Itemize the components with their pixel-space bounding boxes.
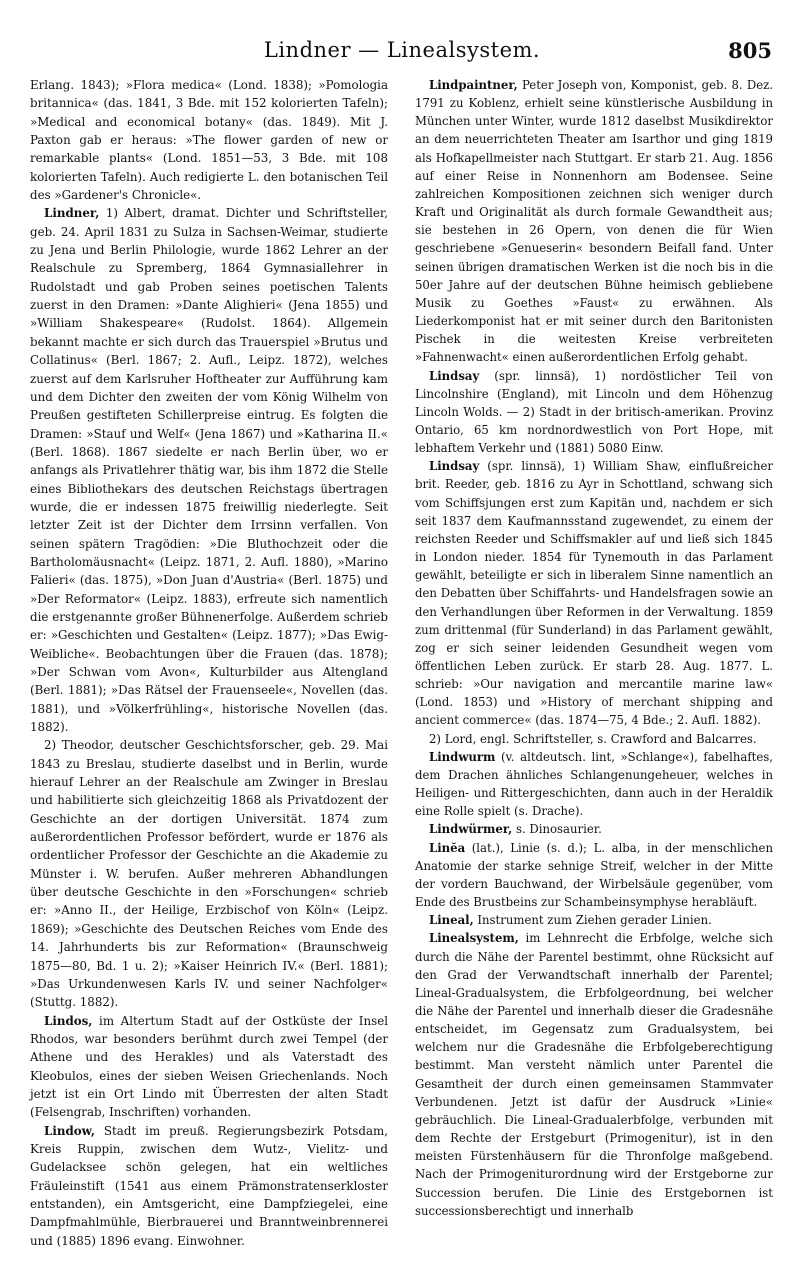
sub-entry: 2) Theodor, deutscher Geschichtsforscher, geb. 29. Mai 1843 zu Breslau, studierte daselbst und in Berlin, wurde hierauf Lehrer an der Realschule am Zwinger in Breslau und habilitierte sich gleichzeitig 1868 als Privatdozent der Geschichte an der dortigen Universität. 1874 zum außerordentlichen Professor befördert, wurde er 1876 als ordentlicher Professor der Geschichte an die Akademie zu Münster i. W. berufen. Außer mehreren Abhandlungen über deutsche Geschichte in den »Forschungen« schrieb er: »Anno II., der Heilige, Erzbischof von Köln« (Leipz. 1869); »Geschichte des Deutschen Reiches vom Ende des 14. Jahrhunderts bis zur Reformation« (Braunschweig 1875—80, Bd. 1 u. 2); »Kaiser Heinrich IV.« (Berl. 1881); »Das Urkundenwesen Karls IV. und seiner Nachfolger« (Stuttg. 1882). xyxy=(30,738,388,1010)
entry-text: im Lehnrecht die Erbfolge, welche sich durch die Nähe der Parentel bestimmt, ohne Rücksicht auf den Grad der Verwandtschaft innerhalb der Parentel; Lineal-Gradualsystem, die Erbfolgeordnung, bei welcher die Nähe der Parentel und innerhalb dieser die Gradesnähe entscheidet, im Gegensatz zum Gradualsystem, bei welchem nur die Gradesnähe die Erbfolgeberechtigung bestimmt. Man versteht nämlich unter Parentel die Gesamtheit der durch einen gemeinsamen Stammvater Verbundenen. Jetzt ist dafür der Ausdruck »Linie« gebräuchlich. Die Lineal-Gradualerbfolge, verbunden mit dem Rechte der Erstgeburt (Primogenitur), ist in den meisten Fürstenhäusern für die Thronfolge maßgebend. Nach der Primogeniturordnung wird der Erstgeborne zur Succession berufen. Die Linie des Erstgebornen ist successionsberechtigt und innerhalb xyxy=(415,931,773,1218)
entry-text: Instrument zum Ziehen gerader Linien. xyxy=(473,913,712,928)
dictionary-entry xyxy=(415,820,773,838)
entry-text: (v. altdeutsch. lint, »Schlange«), fabelhaftes, dem Drachen ähnliches Schlangenungeheuer, welches in Heiligen- und Rittergeschichten, dann auch in der Heraldik eine Rolle spielt (s. Drache). xyxy=(415,749,773,819)
entry-headword: Lindow, xyxy=(44,1123,95,1138)
entry-text: im Altertum Stadt auf der Ostküste der Insel Rhodos, war besonders berühmt durch zwei Tempel (der Athene und des Herakles) und als Vaterstadt des Kleobulos, eines der sieben Weisen Griechenlands. Noch jetzt ist ein Ort Lindo mit Überresten der alten Stadt (Felsengrab, Inschriften) vorhanden. xyxy=(30,1013,388,1120)
entry-headword: Lindos, xyxy=(44,1013,93,1028)
entry-headword: Lindsay xyxy=(429,459,480,474)
entry-text: Peter Joseph von, Komponist, geb. 8. Dez. 1791 zu Koblenz, erhielt seine künstlerische Ausbildung in München unter Winter, wurde 1812 daselbst Musikdirektor an dem neuerrichteten Theater am Isarthor und ging 1819 als Hofkapellmeister nach Stuttgart. Er starb 21. Aug. 1856 auf einer Reise in Nonnenhorn am Bodensee. Seine zahlreichen Kompositionen zeichnen sich weniger durch Kraft und Originalität als durch formale Gewandtheit aus; sie bestehen in 26 Opern, von denen die für Wien geschriebene »Genueserin« besondern Beifall fand. Unter seinen übrigen dramatischen Werken ist die noch bis in die 50er Jahre auf der deutschen Bühne heimisch gebliebene Musik zu Goethes »Faust« zu erwähnen. Als Liederkomponist hat er mit seiner durch den Baritonisten Pischek in die weitesten Kreise verbreiteten »Fahnenwacht« einen außerordentlichen Erfolg gehabt. xyxy=(415,78,773,365)
entry-headword: Lindwürmer, xyxy=(429,822,513,837)
entry-text: (spr. linnsä), 1) William Shaw, einflußreicher brit. Reeder, geb. 1816 zu Ayr in Schottland, schwang sich vom Schiffsjungen erst zum Kapitän und, nachdem er sich seit 1837 dem Kaufmannsstand zugewendet, zu einem der reichsten Reeder und Schiffsmakler auf und ließ sich 1845 in London nieder. 1854 für Tynemouth in das Parlament gewählt, beteiligte er sich in liberalem Sinne namentlich an den Debatten über Schiffahrts- und Handelsfragen sowie an den Verhandlungen über Reformen in der Verwaltung. 1859 zum drittenmal (für Sunderland) in das Parlament gewählt, zog er sich seiner leidenden Gesundheit wegen vom öffentlichen Leben zurück. Er starb 28. Aug. 1877. L. schrieb: »Our navigation and mercantile marine law« (Lond. 1853) und »History of merchant shipping and ancient commerce« (das. 1874—75, 4 Bde.; 2. Aufl. 1882). xyxy=(415,459,773,728)
dictionary-entry xyxy=(30,1122,388,1250)
entry-text: (lat.), Linie (s. d.); L. alba, in der menschlichen Anatomie der starke sehnige Streif, welcher in der Mitte der vordern Bauchwand, der Wirbelsäule gegenüber, vom Ende des Brustbeins zur Schambeinsymphyse herabläuft. xyxy=(415,840,773,910)
entry-headword: Linĕa xyxy=(429,840,466,855)
page-header xyxy=(32,38,772,68)
entry-headword: Linealsystem, xyxy=(429,931,519,946)
dictionary-entry xyxy=(30,204,388,736)
entry-headword: Lineal, xyxy=(429,913,474,928)
entry-headword: Lindner, xyxy=(44,206,100,221)
entry-text: 1) Albert, dramat. Dichter und Schriftsteller, geb. 24. April 1831 zu Sulza in Sachsen-Weimar, studierte zu Jena und Berlin Philologie, wurde 1862 Lehrer an der Realschule zu Spremberg, 1864 Gymnasiallehrer in Rudolstadt und gab Proben seines poetischen Talents zuerst in den Dramen: »Dante Alighieri« (Jena 1855) und »William Shakespeare« (Rudolst. 1864). Allgemein bekannt machte er sich durch das Trauerspiel »Brutus und Collatinus« (Berl. 1867; 2. Aufl., Leipz. 1872), welches zuerst auf dem Karlsruher Hoftheater zur Aufführung kam und dem Dichter den zweiten der vom König Wilhelm von Preußen gestifteten Schillerpreise eintrug. Es folgten die Dramen: »Stauf und Welf« (Jena 1867) und »Katharina II.« (Berl. 1868). 1867 siedelte er nach Berlin über, wo er anfangs als Privatlehrer thätig war, bis ihm 1872 die Stelle eines Bibliothekars des deutschen Reichstags übertragen wurde, die er indessen 1875 freiwillig niederlegte. Seit letzter Zeit ist der Dichter dem Irrsinn verfallen. Von seinen spätern Tragödien: »Die Bluthochzeit oder die Bartholomäusnacht« (Leipz. 1871, 2. Aufl. 1880), »Marino Falieri« (das. 1875), »Don Juan d'Austria« (Berl. 1875) und »Der Reformator« (Leipz. 1883), erfreute sich namentlich die erstgenannte großer Bühnenerfolge. Außerdem schrieb er: »Geschichten und Gestalten« (Leipz. 1877); »Das Ewig-Weibliche«. Beobachtungen über die Frauen (das. 1878); »Der Schwan vom Avon«, Kulturbilder aus Altengland (Berl. 1881); »Das Rätsel der Frauenseele«, Novellen (das. 1881), und »Völkerfrühling«, historische Novellen (das. 1882). xyxy=(30,206,388,735)
entry-text: (spr. linnsä), 1) nordöstlicher Teil von Lincolnshire (England), mit Lincoln und dem Höhenzug Lincoln Wolds. — 2) Stadt in der britisch-amerikan. Provinz Ontario, 65 km nordnordwestlich von Port Hope, mit lebhaftem Verkehr und (1881) 5080 Einw. xyxy=(415,368,773,456)
entry-text: s. Dinosaurier. xyxy=(512,822,602,837)
left-column xyxy=(30,76,388,1250)
page-number: 805 xyxy=(728,38,772,63)
entry-headword: Lindpaintner, xyxy=(429,78,518,92)
dictionary-entry xyxy=(415,76,773,367)
dictionary-entry xyxy=(415,911,773,929)
dictionary-entry xyxy=(30,1012,388,1122)
dictionary-entry xyxy=(415,748,773,821)
dictionary-entry xyxy=(415,457,773,729)
dictionary-entry xyxy=(415,929,773,1220)
sub-entry: 2) Lord, engl. Schriftsteller, s. Crawford and Balcarres. xyxy=(429,731,757,746)
dictionary-entry xyxy=(415,367,773,458)
running-title: Lindner — Linealsystem. xyxy=(263,38,541,62)
entry-headword: Lindwurm xyxy=(429,749,496,764)
right-column xyxy=(415,76,773,1220)
entry-text: Stadt im preuß. Regierungsbezirk Potsdam, Kreis Ruppin, zwischen dem Wutz-, Vielitz- und Gudelacksee schön gelegen, hat ein weltliches Fräuleinstift (1541 aus einem Prämonstratenserkloster entstanden), ein Amtsgericht, eine Dampfziegelei, eine Dampfmahlmühle, Bierbrauerei und Branntweinbrennerei und (1885) 1896 evang. Einwohner. xyxy=(30,1123,388,1248)
continued-entry: Erlang. 1843); »Flora medica« (Lond. 1838); »Pomologia britannica« (das. 1841, 3 Bde. mit 152 kolorierten Tafeln); »Medical and economical botany« (das. 1849). Mit J. Paxton gab er heraus: »The flower garden of new or remarkable plants« (Lond. 1851—53, 3 Bde. mit 108 kolorierten Tafeln). Auch redigierte L. den botanischen Teil des »Gardener's Chronicle«. xyxy=(30,78,388,203)
entry-headword: Lindsay xyxy=(429,368,480,383)
dictionary-entry xyxy=(415,839,773,912)
